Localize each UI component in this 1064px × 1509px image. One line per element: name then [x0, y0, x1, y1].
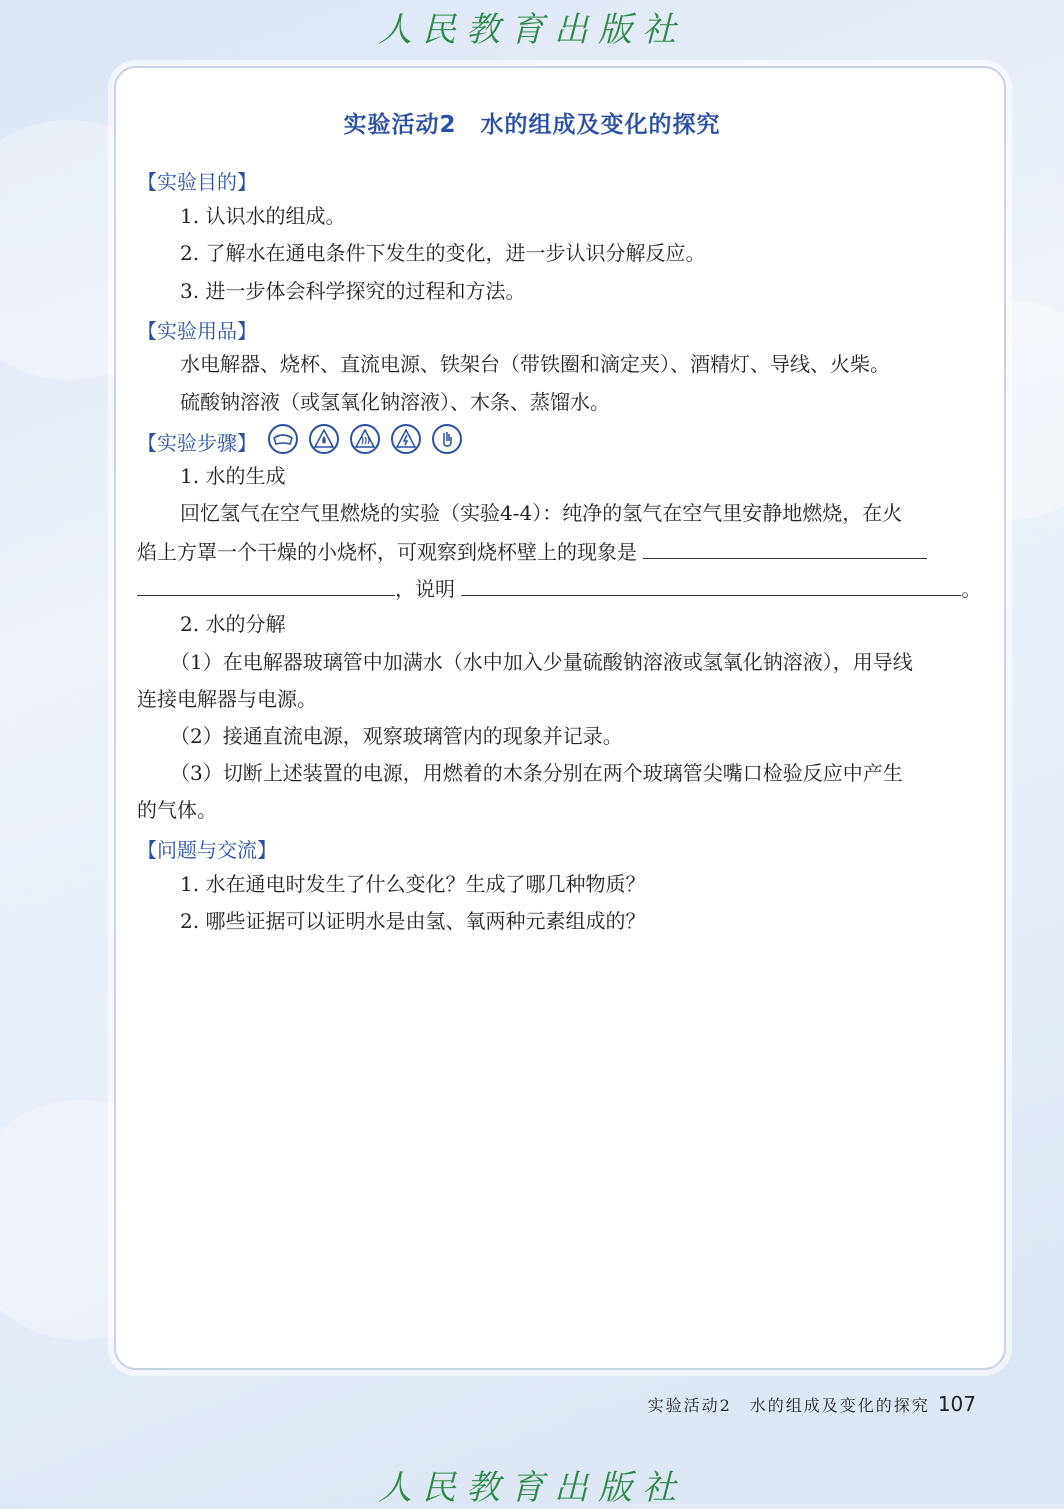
footer-chapter-title: 实验活动2 水的组成及变化的探究 — [647, 1396, 930, 1415]
purpose-item: 1. 认识水的组成。 — [180, 204, 346, 228]
page-number: 107 — [937, 1392, 976, 1416]
discussion-item: 2. 哪些证据可以证明水是由氢、氧两种元素组成的？ — [180, 909, 646, 933]
discussion-item: 1. 水在通电时发生了什么变化？生成了哪几种物质？ — [180, 872, 646, 896]
step-1-text: 。 — [961, 577, 982, 601]
materials-item: 硫酸钠溶液（或氢氧化钠溶液）、木条、蒸馏水。 — [180, 390, 610, 414]
section-heading-steps: 【实验步骤】 — [137, 431, 257, 455]
answer-blank-2[interactable] — [137, 575, 395, 596]
materials-item: 水电解器、烧杯、直流电源、铁架台（带铁圈和滴定夹）、酒精灯、导线、火柴。 — [180, 352, 890, 376]
step-2-sub-3-cont: 的气体。 — [137, 798, 217, 822]
step-1-text: 焰上方罩一个干燥的小烧杯，可观察到烧杯壁上的现象是 — [137, 540, 637, 564]
step-2-title: 2. 水的分解 — [180, 612, 286, 636]
answer-blank-3[interactable] — [461, 575, 961, 596]
step-2-sub-1-cont: 连接电解器与电源。 — [137, 687, 317, 711]
step-2-sub-3: （3）切断上述装置的电源，用燃着的木条分别在两个玻璃管尖嘴口检验反应中产生 — [170, 761, 903, 785]
publisher-logo-bottom: 人民教育出版社 — [378, 1468, 686, 1508]
step-1-paragraph-line3 — [137, 575, 982, 601]
step-1-title: 1. 水的生成 — [180, 464, 286, 488]
hot-surface-icon — [350, 424, 380, 454]
answer-blank-1[interactable] — [643, 538, 927, 559]
purpose-item: 2. 了解水在通电条件下发生的变化，进一步认识分解反应。 — [180, 241, 706, 265]
section-heading-discussion: 【问题与交流】 — [137, 838, 277, 862]
section-heading-materials: 【实验用品】 — [137, 319, 257, 343]
page-footer — [648, 1392, 976, 1416]
publisher-logo-top: 人民教育出版社 — [378, 10, 686, 50]
page-title: 实验活动2 水的组成及变化的探究 — [343, 112, 721, 138]
goggles-icon — [268, 424, 298, 454]
step-1-text: ，说明 — [395, 577, 455, 601]
step-1-paragraph: 回忆氢气在空气里燃烧的实验（实验4-4）：纯净的氢气在空气里安静地燃烧，在火 — [180, 501, 903, 525]
step-2-sub-1: （1）在电解器玻璃管中加满水（水中加入少量硫酸钠溶液或氢氧化钠溶液），用导线 — [170, 650, 913, 674]
purpose-item: 3. 进一步体会科学探究的过程和方法。 — [180, 279, 526, 303]
step-1-paragraph-line2 — [137, 538, 977, 564]
step-2-sub-2: （2）接通直流电源，观察玻璃管内的现象并记录。 — [170, 724, 623, 748]
safety-icons — [268, 424, 462, 454]
electric-icon — [391, 424, 421, 454]
section-heading-purpose: 【实验目的】 — [137, 170, 257, 194]
flame-icon — [309, 424, 339, 454]
hand-wash-icon — [432, 424, 462, 454]
